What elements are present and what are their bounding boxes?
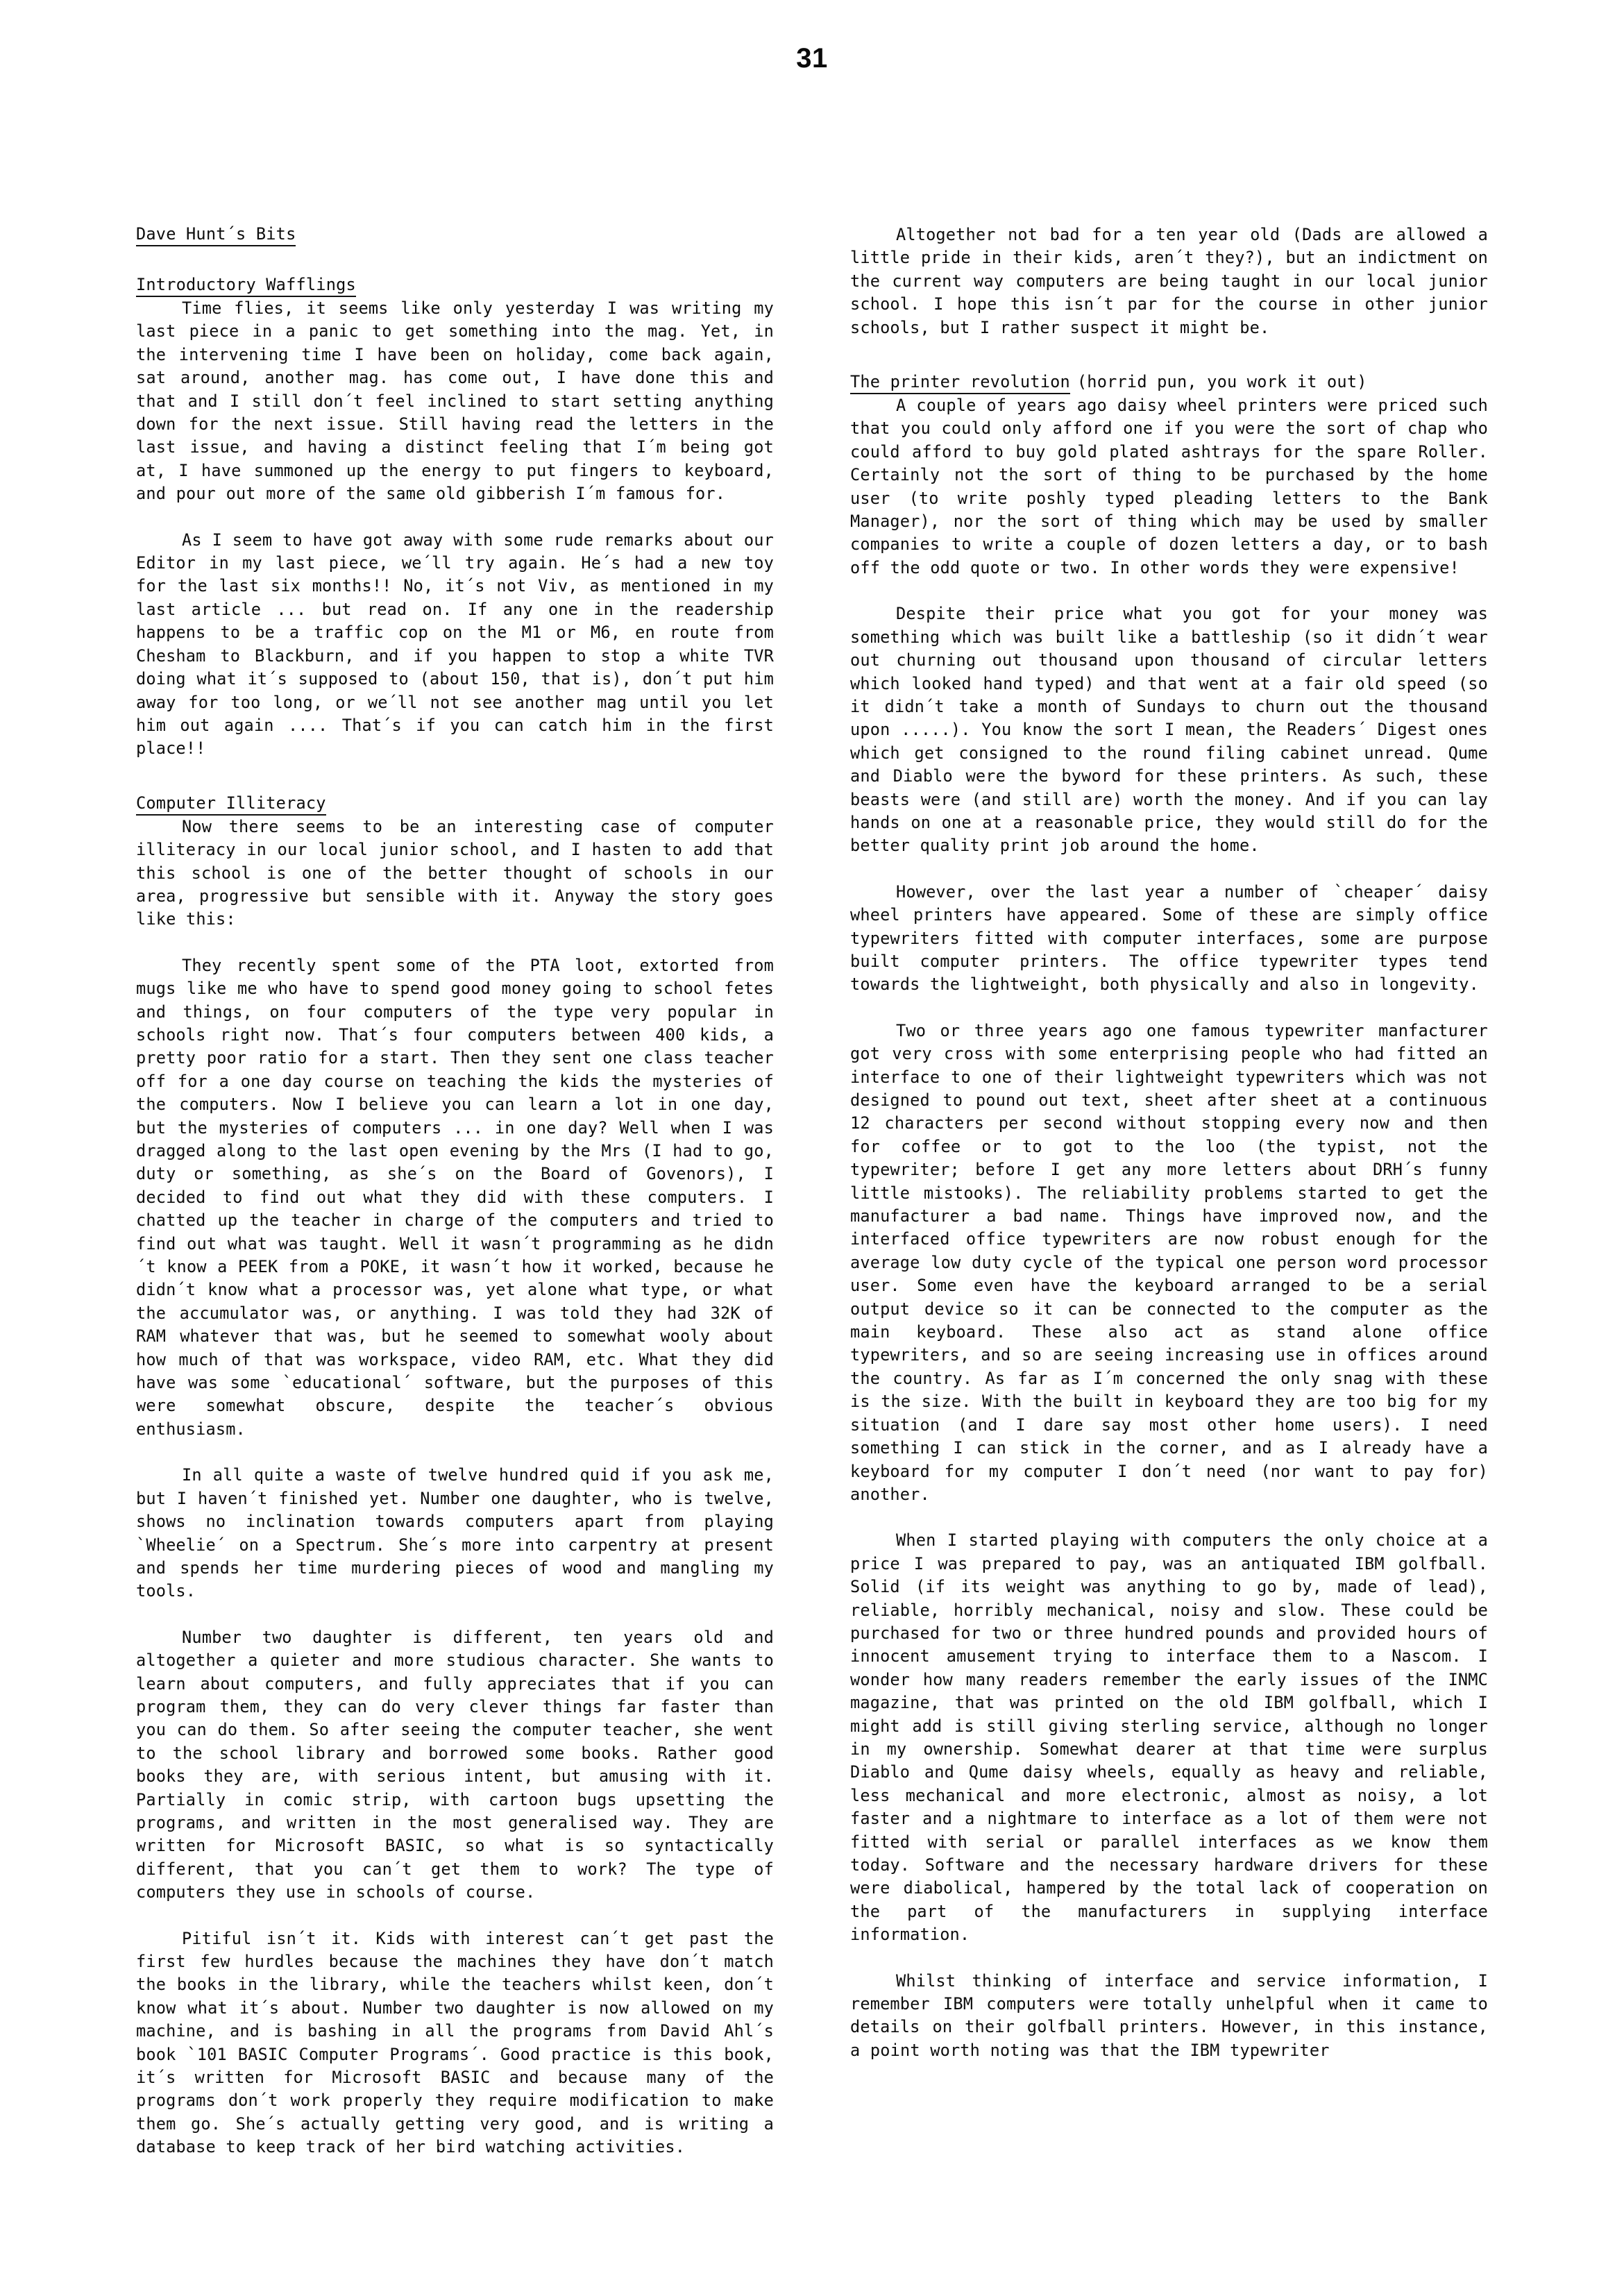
paragraph: Despite their price what you got for your money was something which was built like a battleship (so it didn´t wear out churning out thousand upon thousand of circular letters which looked hand typed) and that went at a fair old speed (so it didn´t take a month of Sundays to churn out the thousand upon .....). You know the sort I mean, the Readers´ Digest ones which get consigned to the round filing cabinet unread. Qume and Diablo were the byword for these printers. As such, these beasts were (and still are) worth the money. And if you can lay hands on one at a reasonable price, they would still do for the better quality print job around the home.: [850, 604, 1488, 856]
paragraph: Two or three years ago one famous typewriter manfacturer got very cross with some enterprising people who had fitted an interface to one of their lightweight typewriters which was not designed to pound out text, sheet after sheet at a continuous 12 characters per second without stopping every now and then for coffee or to got to the loo (the typist, not the typewriter; before I get any more letters about DRH´s funny little mistooks). The reliability problems started to get the manufacturer a bad name. Things have improved now, and the interfaced office typewriters are now robust enough for the average low duty cycle of the typical one person word processor user. Some even have the keyboard arranged to be a serial output device so it can be connected to the computer as the main keyboard. These also act as stand alone office typewriters, and so are seeing increasing use in offices around the country. As far as I´m concerned the only snag with these is the size. With the built in keyboard they are too big for my situation (and I dare say most other home users). I need something I can stick in the corner, and as I already have a keyboard for my computer I don´t need (nor want to pay for) another.: [850, 1020, 1488, 1504]
section-heading-intro-wafflings-row: [136, 274, 774, 297]
left-column: [136, 223, 774, 2236]
byline: Dave Hunt´s Bits: [136, 223, 296, 246]
paragraph: Altogether not bad for a ten year old (Dads are allowed a little pride in their kids, aren´t they?), but an indictment on the current way computers are being taught in our local junior school. I hope this isn´t par for the course in other junior schools, but I rather suspect it might be.: [850, 225, 1488, 337]
paragraph: When I started playing with computers the only choice at a price I was prepared to pay, was an antiquated IBM golfball. Solid (if its weight was anything to go by, made of lead), reliable, horribly mechanical, noisy and slow. These could be purchased for two or three hundred pounds and provided hours of innocent amusement trying to interface them to a Nascom. I wonder how many readers remember the early issues of the INMC magazine, that was printed on the old IBM golfball, which I might add is still giving sterling service, although no longer in my ownership. Somewhat dearer at that time were surplus Diablo and Qume daisy wheels, equally as heavy and reliable, less mechanical and more electronic, almost as noisy, a lot faster and a nightmare to interface as a lot of them were not fitted with serial or parallel interfaces as we know them today. Software and the necessary hardware drivers for these were diabolical, hampered by the total lack of cooperation on the part of the manufacturers in supplying interface information.: [850, 1530, 1488, 1945]
paragraph: However, over the last year a number of `cheaper´ daisy wheel printers have appeared. Some of these are simply office typewriters fitted with computer interfaces, some are purpose built computer printers. The office typewriter types tend towards the lightweight, both physically and also in longevity.: [850, 881, 1488, 995]
byline-row: [136, 223, 774, 246]
paragraph: They recently spent some of the PTA loot, extorted from mugs like me who have to spend good money going to school fetes and things, on four computers of the type very popular in schools right now. That´s four computers between 400 kids, a pretty poor ratio for a start. Then they sent one class teacher off for a one day course on teaching the kids the mysteries of the computers. Now I believe you can learn a lot in one day, but the mysteries of computers ... in one day? Well when I was dragged along to the last open evening by the Mrs (I had to go, duty or something, as she´s on the Board of Govenors), I decided to find out what they did with these computers. I chatted up the teacher in charge of the computers and tried to find out what was taught. Well it wasn´t programming as he didn´t know a PEEK from a POKE, it wasn´t how it worked, because he didn´t know what a processor was, yet alone what type, or what the accumulator was, or anything. I was told they had 32K of RAM whatever that was, but he seemed to somewhat wooly about how much of that was workspace, video RAM, etc. What they did have was some `educational´ software, but the purposes of this were somewhat obscure, despite the teacher´s obvious enthusiasm.: [136, 955, 774, 1439]
section-heading-printer-revolution-row: [850, 371, 1488, 394]
right-column: [850, 223, 1488, 2236]
paragraph: A couple of years ago daisy wheel printers were priced such that you could only afford one if you were the sort of chap who could afford to buy gold plated ashtrays for the spare Roller. Certainly not the sort of thing to be purchased by the home user (to write poshly typed pleading letters to the Bank Manager), nor the sort of thing which may be used by smaller companies to write a couple of dozen letters a day, or to bash off the odd quote or two. In other words they were expensive!: [850, 396, 1488, 577]
paragraph: As I seem to have got away with some rude remarks about our Editor in my last piece, we´ll try again. He´s had a new toy for the last six months!! No, it´s not Viv, as mentioned in my last article ... but read on. If any one in the readership happens to be a traffic cop on the M1 or M6, en route from Chesham to Blackburn, and if you happen to stop a white TVR doing what it´s supposed to (about 150, that is), don´t put him away for too long, or we´ll not see another mag until you let him out again .... That´s if you can catch him in the first place!!: [136, 530, 774, 759]
paragraph: Pitiful isn´t it. Kids with interest can´t get past the first few hurdles because the machines they have don´t match the books in the library, while the teachers whilst keen, don´t know what it´s about. Number two daughter is now allowed on my machine, and is bashing in all the programs from David Ahl´s book `101 BASIC Computer Programs´. Good practice is this book, it´s written for Microsoft BASIC and because many of the programs don´t work properly they require modification to make them go. She´s actually getting very good, and is writing a database to keep track of her bird watching activities.: [136, 1928, 774, 2157]
page-body: [136, 223, 1488, 2236]
section-heading-computer-illiteracy-row: [136, 793, 774, 816]
section-heading-printer-revolution-suffix: (horrid pun, you work it out): [1076, 372, 1367, 392]
section-heading-computer-illiteracy: Computer Illiteracy: [136, 793, 326, 816]
paragraph: Whilst thinking of interface and service information, I remember IBM computers were totally unhelpful when it came to details on their golfball printers. However, in this instance, a point worth noting was that the IBM typewriter: [850, 1970, 1488, 2060]
paragraph: Time flies, it seems like only yesterday I was writing my last piece in a panic to get something into the mag. Yet, in the intervening time I have been on holiday, come back again, sat around, another mag. has come out, I have done this and that and I still don´t feel inclined to start setting anything down for the next issue. Still having read the letters in the last issue, and having a distinct feeling that I´m being got at, I have summoned up the energy to put fingers to keyboard, and pour out more of the same old gibberish I´m famous for.: [136, 298, 774, 504]
page-number: 31: [796, 43, 828, 74]
paragraph: In all quite a waste of twelve hundred quid if you ask me, but I haven´t finished yet. Number one daughter, who is twelve, shows no inclination towards computers apart from playing `Wheelie´ on a Spectrum. She´s more into carpentry at present and spends her time murdering pieces of wood and mangling my tools.: [136, 1465, 774, 1601]
paragraph: Number two daughter is different, ten years old and altogether a quieter and more studious character. She wants to learn about computers, and fully appreciates that if you can program them, they can do very clever things far faster than you can do them. So after seeing the computer teacher, she went to the school library and borrowed some books. Rather good books they are, with serious intent, but amusing with it. Partially in comic strip, with cartoon bugs upsetting the programs, and written in the most generalised way. They are written for Microsoft BASIC, so what is so syntactically different, that you can´t get them to work? The type of computers they use in schools of course.: [136, 1627, 774, 1902]
paragraph: Now there seems to be an interesting case of computer illiteracy in our local junior school, and I hasten to add that this school is one of the better thought of schools in our area, progressive but sensible with it. Anyway the story goes like this:: [136, 816, 774, 929]
section-heading-intro-wafflings: Introductory Wafflings: [136, 274, 356, 297]
section-heading-printer-revolution: The printer revolution: [850, 371, 1070, 394]
